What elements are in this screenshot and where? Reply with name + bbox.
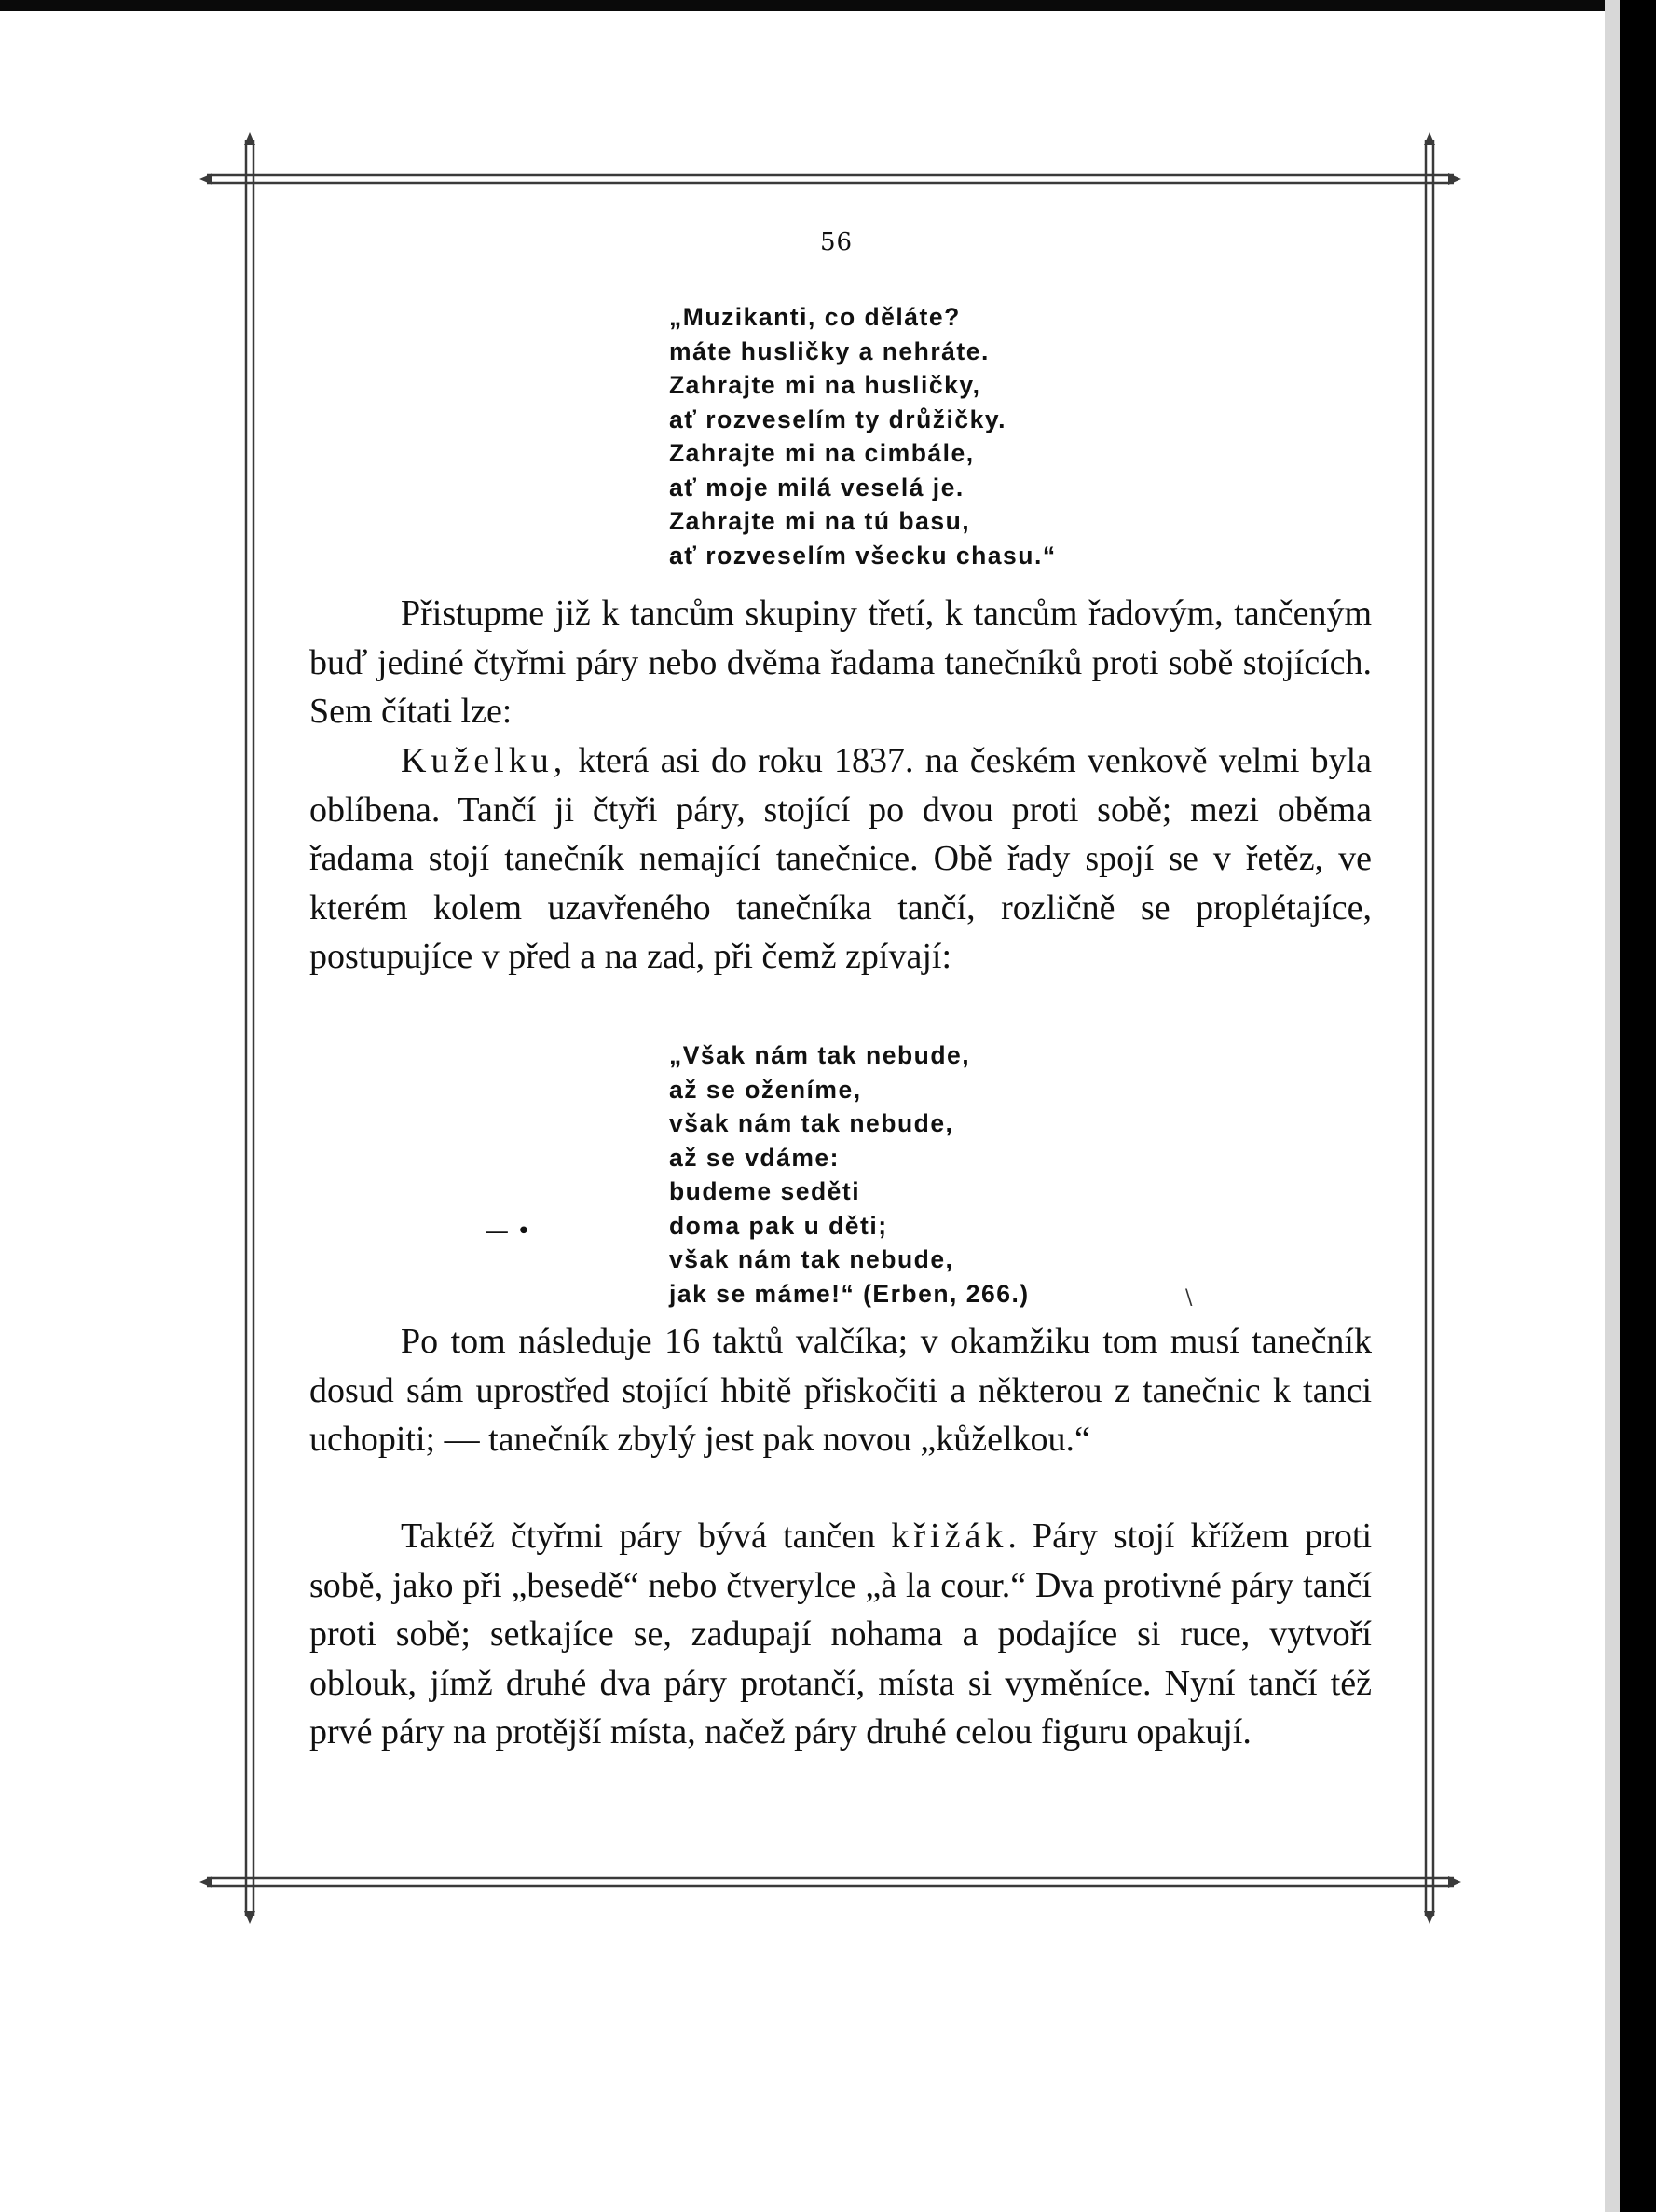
verse-line: doma pak u děti; <box>669 1211 888 1240</box>
paragraph-kuzelka <box>309 736 1372 982</box>
verse-line: Zahrajte mi na husličky, <box>669 371 981 399</box>
paragraph-text: Přistupme již k tancům skupiny třetí, k tancům řadovým, tančeným buď jediné čtyřmi páry nebo dvěma řadama tanečníků proti sobě stojících. Sem čítati lze: <box>309 594 1372 731</box>
paragraph-text: Po tom následuje 16 taktů valčíka; v okamžiku tom musí tanečník dosud sám uprostřed stojící hbitě přiskočiti a některou z tanečnic k tanci uchopiti; — tanečník zbylý jest pak novou „kůželkou.“ <box>309 1322 1372 1459</box>
corner-ornament-icon <box>244 132 255 145</box>
verse-line: ať moje milá veselá je. <box>669 473 965 501</box>
dance-term-krizak: křižák <box>891 1517 1008 1556</box>
stray-mark: \ <box>1185 1286 1193 1310</box>
verse-line: až se vdáme: <box>669 1143 840 1172</box>
paragraph-text: . Páry stojí křížem proti sobě, jako při „besedě“ nebo čtverylce „à la cour.“ Dva protivné páry tančí proti sobě; setkajíce se, zadupají nohama a podajíce si ruce, vytvoří oblouk, jímž druhé dva páry protančí, místa si vyměníce. Nyní tančí též prvé páry na protější místa, načež páry druhé celou figuru opakují. <box>309 1517 1373 1752</box>
song-verse-vsak-nam <box>669 1038 1030 1311</box>
verse-line: až se oženíme, <box>669 1075 862 1104</box>
verse-line: ať rozveselím ty drůžičky. <box>669 405 1006 433</box>
paragraph-text: Taktéž čtyřmi páry bývá tančen <box>401 1517 892 1556</box>
paragraph-krizak <box>309 1512 1372 1757</box>
verse-line: „Však nám tak nebude, <box>669 1041 971 1069</box>
paragraph-text: která asi do roku 1837. na českém venkově velmi byla oblíbena. Tančí ji čtyři páry, stojící po dvou proti sobě; mezi oběma řadama stojí tanečník nemající tanečnice. Obě řady spojí se v řetěz, ve kterém kolem uzavřeného tanečníka tančí, rozličně se proplétajíce, postupujíce v před a na zad, při čemž zpívají: <box>309 741 1372 976</box>
verse-line: však nám tak nebude, <box>669 1245 954 1273</box>
paragraph-valcik <box>309 1317 1372 1464</box>
song-verse-muzikanti <box>669 300 1057 572</box>
verse-line: máte husličky a nehráte. <box>669 337 990 365</box>
page-number: 56 <box>820 228 854 256</box>
dance-term-kuzelka: Kuželku, <box>401 741 568 780</box>
verse-line: ať rozveselím všecku chasu.“ <box>669 541 1057 570</box>
verse-line: Zahrajte mi na cimbále, <box>669 439 975 467</box>
verse-line: Zahrajte mi na tú basu, <box>669 507 971 535</box>
verse-line: „Muzikanti, co děláte? <box>669 303 961 331</box>
margin-dash-mark: — • <box>485 1217 531 1245</box>
paragraph-intro <box>309 589 1372 736</box>
verse-line: však nám tak nebude, <box>669 1109 954 1137</box>
verse-line: jak se máme!“ (Erben, 266.) <box>669 1279 1030 1308</box>
verse-line: budeme seděti <box>669 1177 861 1205</box>
